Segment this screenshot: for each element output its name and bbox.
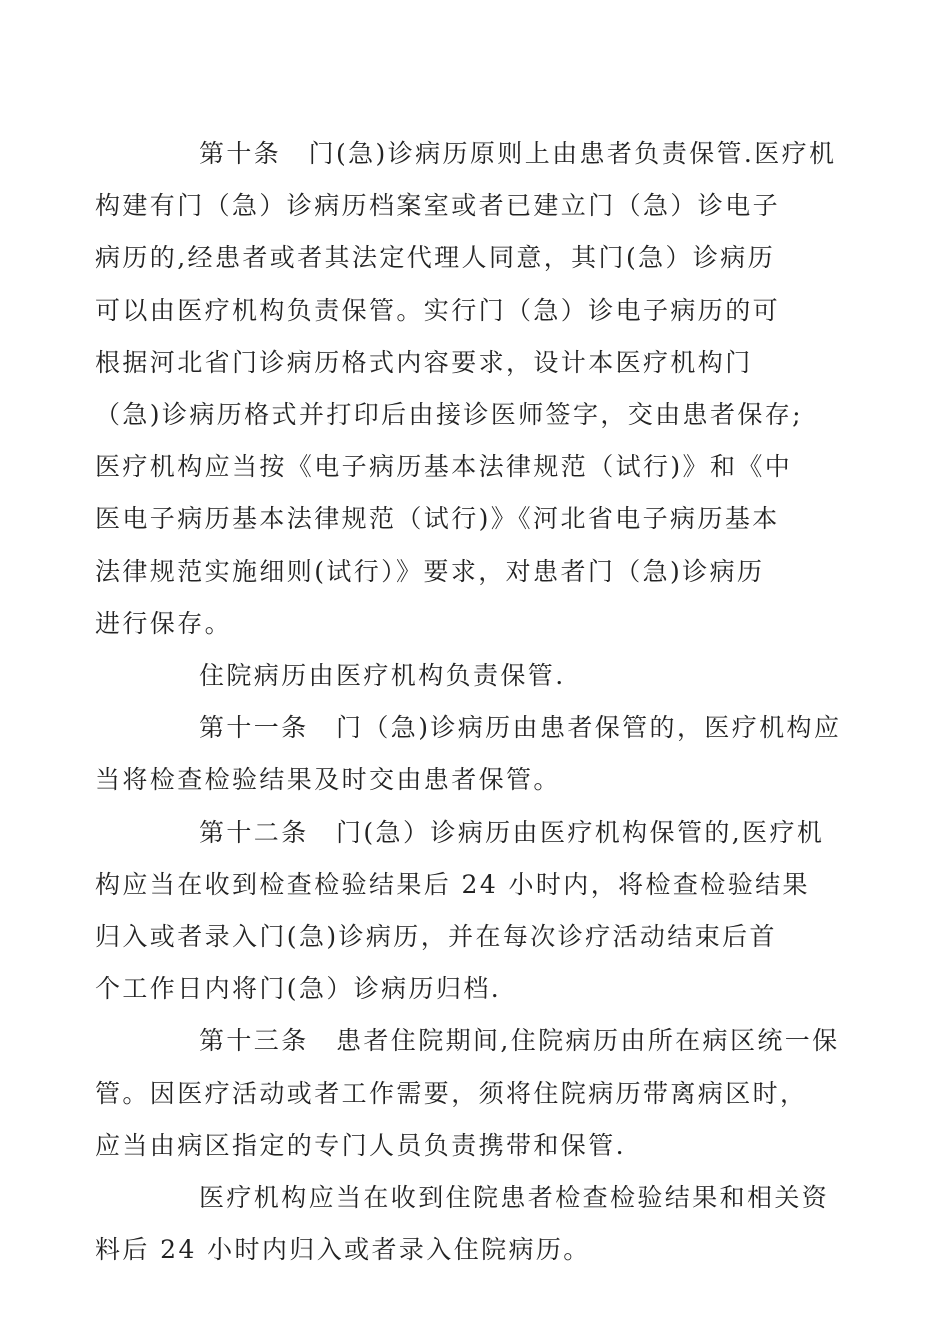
text-line: 可以由医疗机构负责保管。实行门（急）诊电子病历的可	[95, 295, 781, 325]
text-line: 医疗机构应当在收到住院患者检查检验结果和相关资	[199, 1183, 830, 1213]
paragraph-article-11	[95, 702, 842, 806]
text-line: 当将检查检验结果及时交由患者保管。	[95, 765, 561, 795]
text-line: 第十一条 门（急)诊病历由患者保管的，医疗机构应	[199, 713, 842, 743]
text-line: 第十三条 患者住院期间,住院病历由所在病区统一保	[199, 1026, 840, 1056]
paragraph-article-12	[95, 807, 825, 1016]
text-line: 医电子病历基本法律规范（试行)》《河北省电子病历基本	[95, 504, 780, 534]
paragraph-inpatient-records	[147, 650, 807, 702]
text-line: 病历的,经患者或者其法定代理人同意，其门(急）诊病历	[95, 243, 776, 273]
text-line: 应当由病区指定的专门人员负责携带和保管.	[95, 1130, 626, 1160]
text-line: 进行保存。	[95, 608, 233, 638]
text-line: 构应当在收到检查检验结果后 24 小时内，将检查检验结果	[95, 869, 810, 899]
text-line: 根据河北省门诊病历格式内容要求，设计本医疗机构门	[95, 347, 753, 377]
document-body	[95, 128, 842, 1276]
text-line: （急)诊病历格式并打印后由接诊医师签字，交由患者保存;	[95, 400, 803, 430]
text-line: 管。因医疗活动或者工作需要，须将住院病历带离病区时，	[95, 1078, 808, 1108]
paragraph-article-10	[95, 128, 837, 650]
text-line: 个工作日内将门(急）诊病历归档.	[95, 974, 502, 1004]
paragraph-article-13	[95, 1015, 840, 1172]
text-line: 料后 24 小时内归入或者录入住院病历。	[95, 1235, 591, 1265]
text-line: 第十二条 门(急）诊病历由医疗机构保管的,医疗机	[199, 817, 825, 847]
paragraph-results-filing	[95, 1172, 830, 1276]
text-line: 归入或者录入门(急)诊病历，并在每次诊疗活动结束后首	[95, 922, 777, 952]
text-line: 构建有门（急）诊病历档案室或者已建立门（急）诊电子	[95, 191, 781, 221]
text-line: 住院病历由医疗机构负责保管.	[199, 661, 566, 691]
text-line: 法律规范实施细则(试行）》要求，对患者门（急)诊病历	[95, 556, 765, 586]
text-line: 医疗机构应当按《电子病历基本法律规范（试行)》和《中	[95, 452, 793, 482]
text-line: 第十条 门(急)诊病历原则上由患者负责保管.医疗机	[199, 139, 837, 168]
